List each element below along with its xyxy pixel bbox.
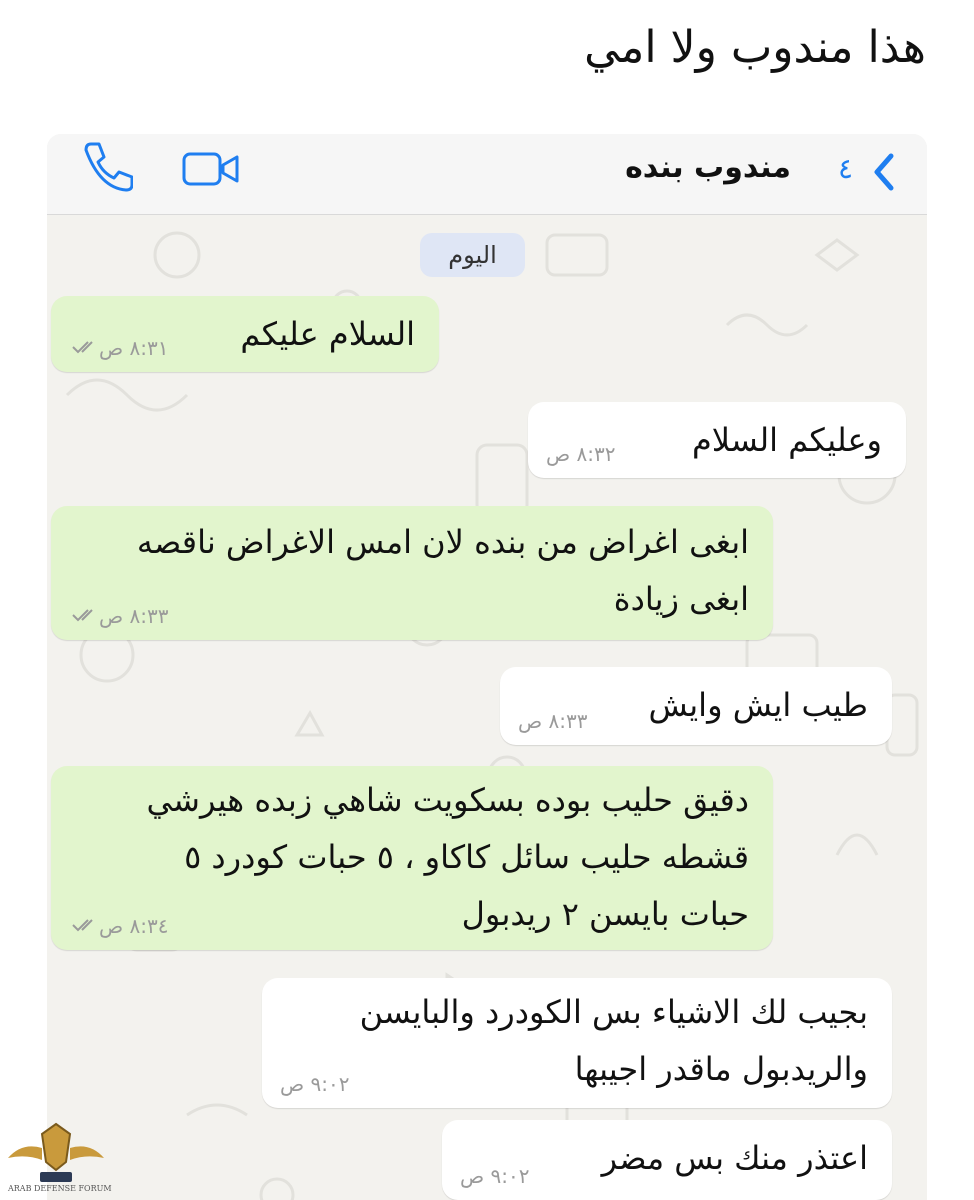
contact-name[interactable]: مندوب بنده (625, 150, 791, 185)
message-bubble-outgoing[interactable] (51, 766, 773, 950)
message-bubble-incoming[interactable] (500, 667, 892, 745)
date-separator: اليوم (420, 233, 525, 277)
message-bubble-incoming[interactable] (528, 402, 906, 478)
message-time: ٩:٠٢ ص (280, 1072, 350, 1096)
message-time: ٨:٣١ ص (99, 336, 169, 360)
chat-header (47, 134, 927, 215)
phone-icon[interactable] (77, 138, 133, 194)
video-camera-icon[interactable] (181, 148, 241, 190)
double-check-icon (71, 608, 101, 622)
message-time: ٩:٠٢ ص (460, 1164, 530, 1188)
message-text: دقيق حليب بوده بسكويت شاهي زبده هيرشي قشطه حليب سائل كاكاو ، ٥ حبات كودرد ٥ حبات بايسن ٢ ريدبول (146, 781, 749, 933)
message-text: وعليكم السلام (691, 421, 882, 459)
message-time: ٨:٣٣ ص (99, 604, 169, 628)
chevron-left-icon[interactable] (865, 148, 905, 196)
unread-count[interactable]: ٤ (837, 152, 853, 185)
message-bubble-incoming[interactable] (262, 978, 892, 1108)
message-text: السلام عليكم (240, 315, 415, 353)
double-check-icon (71, 918, 101, 932)
message-bubble-outgoing[interactable] (51, 296, 439, 372)
message-text: طيب ايش وايش (648, 686, 868, 724)
watermark-text: ARAB DEFENSE FORUM (8, 1184, 112, 1193)
message-time: ٨:٣٣ ص (518, 709, 588, 733)
message-text: ابغى اغراض من بنده لان امس الاغراض ناقصه ابغى زيادة (136, 523, 749, 618)
message-time: ٨:٣٢ ص (546, 442, 616, 466)
message-bubble-outgoing[interactable] (51, 506, 773, 640)
message-text: اعتذر منك بس مضر (601, 1139, 868, 1177)
message-bubble-incoming[interactable] (442, 1120, 892, 1200)
message-time: ٨:٣٤ ص (99, 914, 169, 938)
post-caption: هذا مندوب ولا امي (584, 22, 926, 73)
chat-screenshot (47, 134, 927, 1200)
double-check-icon (71, 340, 101, 354)
message-text: بجيب لك الاشياء بس الكودرد والبايسن والريدبول ماقدر اجيبها (359, 993, 868, 1088)
